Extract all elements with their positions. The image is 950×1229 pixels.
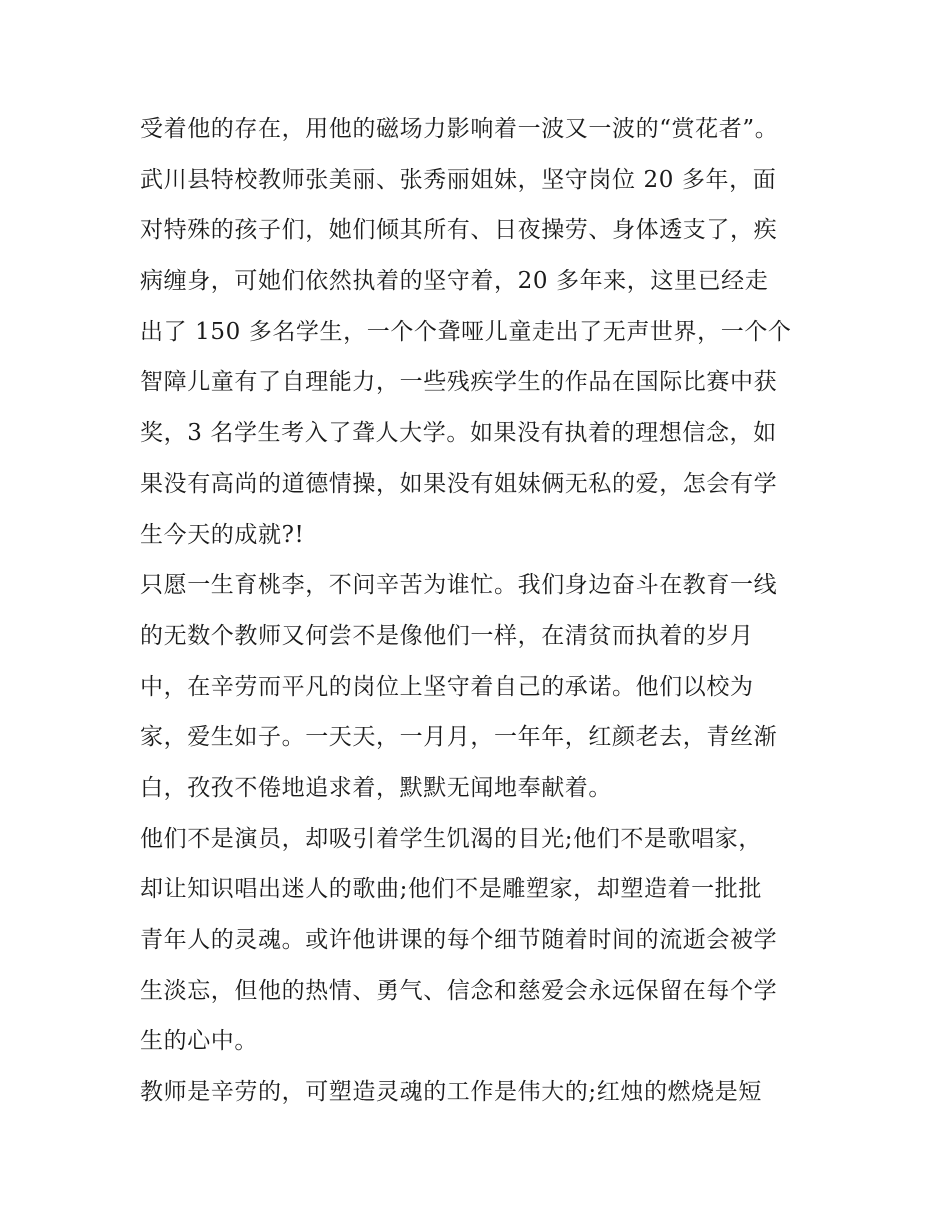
text-line: 出了 150 多名学生，一个个聋哑儿童走出了无声世界，一个个 [140,318,792,345]
text-line: 武川县特校教师张美丽、张秀丽姐妹，坚守岗位 20 多年，面 [140,166,777,193]
text-line: 青年人的灵魂。或许他讲课的每个细节随着时间的流逝会被学 [140,927,778,953]
text-line: 白，孜孜不倦地追求着，默默无闻地奉献着。 [140,774,612,801]
text-line: 只愿一生育桃李，不问辛苦为谁忙。我们身边奋斗在教育一线 [140,572,778,599]
text-line: 病缠身，可她们依然执着的坚守着，20 多年来，这里已经走 [140,268,769,295]
text-line: 对特殊的孩子们，她们倾其所有、日夜操劳、身体透支了，疾 [140,217,778,244]
text-line: 中，在辛劳而平凡的岗位上坚守着自己的承诺。他们以校为 [140,673,754,700]
text-line: 智障儿童有了自理能力，一些残疾学生的作品在国际比赛中获 [140,369,778,396]
text-line: 受着他的存在，用他的磁场力影响着一波又一波的“赏花者”。 [140,116,779,142]
text-line: 生的心中。 [140,1028,258,1055]
text-line: 他们不是演员，却吸引着学生饥渴的目光;他们不是歌唱家， [140,825,762,852]
text-line: 家，爱生如子。一天天，一月月，一年年，红颜老去，青丝渐 [140,724,778,751]
text-line: 果没有高尚的道德情操，如果没有姐妹俩无私的爱，怎会有学 [140,470,778,497]
text-line: 教师是辛劳的，可塑造灵魂的工作是伟大的;红烛的燃烧是短 [140,1079,762,1106]
text-line: 却让知识唱出迷人的歌曲;他们不是雕塑家，却塑造着一批批 [140,876,762,903]
text-line: 生今天的成就?! [140,521,305,548]
text-line: 的无数个教师又何尝不是像他们一样，在清贫而执着的岁月 [140,622,754,649]
text-line: 奖，3 名学生考入了聋人大学。如果没有执着的理想信念，如 [140,420,777,447]
document-body [140,104,830,1118]
text-line: 生淡忘，但他的热情、勇气、信念和慈爱会永远保留在每个学 [140,977,778,1004]
